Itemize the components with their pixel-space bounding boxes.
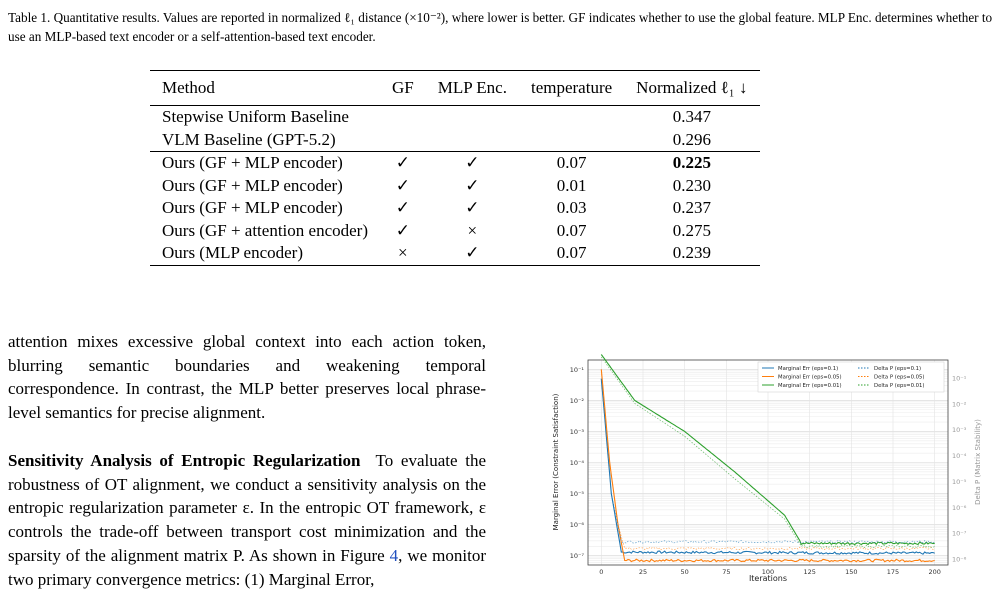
section-heading: Sensitivity Analysis of Entropic Regularization — [8, 451, 361, 470]
temp-cell: 0.07 — [519, 242, 624, 265]
table-row — [150, 197, 760, 220]
legend-entry: Marginal Err (eps=0.05) — [778, 374, 842, 381]
x-tick-label: 200 — [928, 568, 941, 576]
temp-cell: 0.07 — [556, 220, 587, 240]
mlp-cell: × — [467, 220, 478, 240]
y-tick-label-right: 10⁻² — [952, 400, 967, 409]
y-tick-label-right: 10⁻⁷ — [952, 529, 967, 538]
y-tick-label: 10⁻⁶ — [569, 521, 584, 530]
paragraph-attention: attention mixes excessive global context into each action token, blurring semantic boundaries and weakening temporal correspondence. In contrast, the MLP better preserves local phrase-level semantics for precise alignment. — [8, 332, 486, 423]
y-tick-label-right: 10⁻⁶ — [952, 503, 967, 512]
header-temperature: temperature — [519, 71, 624, 106]
table-row — [150, 220, 760, 243]
y-tick-label-right: 10⁻¹ — [952, 374, 967, 383]
header-mlp-enc: MLP Enc. — [426, 71, 519, 106]
convergence-chart — [546, 352, 986, 592]
method-cell: Ours (GF + MLP encoder) — [162, 175, 343, 195]
legend-entry: Delta P (eps=0.05) — [874, 374, 925, 381]
score-cell: 0.347 — [624, 106, 759, 129]
x-tick-label: 175 — [886, 568, 900, 576]
gf-cell: ✓ — [395, 220, 410, 240]
paragraph-text-a: To evaluate the robustness of OT alignment, we conduct a sensitivity analysis on the entropic regularization parameter ε. In the entropic OT framework, ε controls the trade-off between transport cost minimization and the sparsity of the alignment matrix P. As shown in Figure — [8, 451, 486, 565]
gf-cell: ✓ — [395, 198, 410, 218]
x-tick-label: 50 — [680, 568, 689, 576]
gf-cell: ✓ — [380, 152, 426, 175]
y-tick-label-right: 10⁻⁵ — [952, 477, 967, 486]
x-tick-label: 0 — [599, 568, 604, 576]
paragraph-sensitivity — [8, 449, 486, 591]
mlp-cell: ✓ — [426, 242, 519, 265]
gf-cell — [380, 106, 426, 129]
mlp-cell: ✓ — [426, 152, 519, 175]
x-tick-label: 125 — [803, 568, 816, 576]
method-cell: Ours (GF + MLP encoder) — [162, 198, 343, 218]
score-cell: 0.230 — [672, 175, 711, 195]
header-score: Normalized ℓ₁ ↓ — [624, 71, 759, 106]
method-cell: Stepwise Uniform Baseline — [150, 106, 380, 129]
results-table — [150, 70, 760, 266]
figure-reference-link[interactable]: 4 — [389, 545, 399, 565]
score-cell: 0.237 — [672, 198, 711, 218]
y-axis-label-right: Delta P (Matrix Stability) — [974, 419, 982, 505]
y-tick-label: 10⁻² — [569, 396, 584, 405]
header-method: Method — [150, 71, 380, 106]
y-tick-label-right: 10⁻⁸ — [952, 555, 967, 564]
y-tick-label-right: 10⁻³ — [952, 426, 967, 435]
x-tick-label: 25 — [638, 568, 648, 576]
method-cell: Ours (GF + attention encoder) — [162, 220, 368, 240]
mlp-cell — [426, 106, 519, 129]
y-tick-label: 10⁻¹ — [569, 365, 584, 374]
score-cell: 0.275 — [672, 220, 711, 240]
table-row — [150, 152, 760, 175]
table-row — [150, 129, 760, 152]
table-row — [150, 242, 760, 265]
legend-entry: Marginal Err (eps=0.01) — [778, 383, 842, 389]
header-gf: GF — [380, 71, 426, 106]
x-axis-label: Iterations — [748, 574, 788, 583]
paragraph-text-b: , we monitor two primary convergence metrics: (1) Marginal Error, — [8, 545, 486, 589]
table-row — [150, 175, 760, 198]
legend-entry: Delta P (eps=0.01) — [874, 383, 925, 389]
temp-cell — [519, 129, 624, 152]
temp-cell: 0.03 — [556, 198, 587, 218]
score-cell: 0.296 — [672, 129, 711, 149]
y-tick-label: 10⁻⁷ — [569, 552, 584, 561]
y-tick-label: 10⁻⁵ — [569, 490, 584, 499]
y-tick-label: 10⁻⁴ — [569, 459, 584, 467]
table-caption: Table 1. Quantitative results. Values are reported in normalized ℓ₁ distance (×10⁻²), where lower is better. GF indicates whether to use the global feature. MLP Enc. determines whether to use an MLP-based text encoder or a self-attention-based text encoder. — [8, 10, 993, 44]
temp-cell — [519, 106, 624, 129]
x-tick-label: 150 — [845, 568, 858, 576]
method-cell: VLM Baseline (GPT-5.2) — [162, 129, 336, 149]
x-tick-label: 100 — [761, 568, 775, 576]
x-tick-label: 75 — [722, 568, 731, 576]
mlp-cell: ✓ — [465, 198, 480, 218]
method-cell: Ours (MLP encoder) — [150, 242, 380, 265]
score-cell: 0.239 — [624, 242, 759, 265]
score-cell-best: 0.225 — [624, 152, 759, 175]
gf-cell: × — [380, 242, 426, 265]
temp-cell: 0.07 — [519, 152, 624, 175]
legend-entry: Marginal Err (eps=0.1) — [778, 366, 839, 372]
y-tick-label: 10⁻³ — [569, 427, 584, 436]
gf-cell: ✓ — [395, 175, 410, 195]
table-row — [150, 106, 760, 129]
gf-cell — [380, 129, 426, 152]
mlp-cell — [426, 129, 519, 152]
temp-cell: 0.01 — [556, 175, 587, 195]
y-axis-label: Marginal Error (Constraint Satisfaction) — [552, 393, 560, 531]
convergence-figure — [546, 352, 986, 597]
legend-entry: Delta P (eps=0.1) — [874, 366, 922, 372]
y-tick-label-right: 10⁻⁴ — [952, 452, 967, 461]
mlp-cell: ✓ — [465, 175, 480, 195]
chart-legend — [758, 362, 944, 392]
method-cell: Ours (GF + MLP encoder) — [150, 152, 380, 175]
